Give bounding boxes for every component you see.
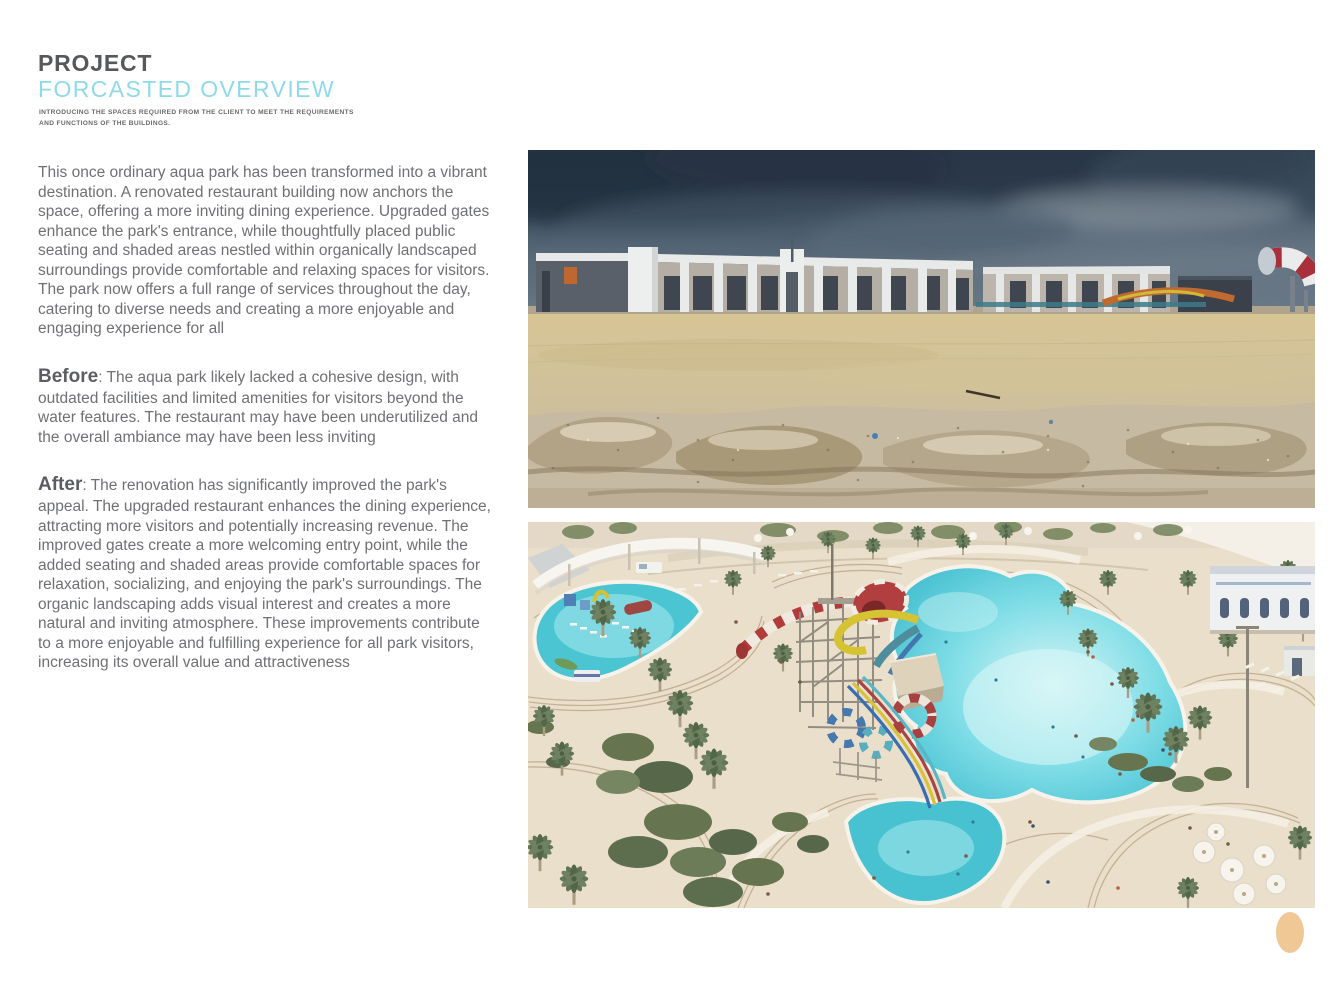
page-title: PROJECT	[38, 50, 153, 76]
before-label: Before	[38, 365, 99, 387]
before-text: : The aqua park likely lacked a cohesive design, with outdated facilities and limited amenities for visitors beyond the water features. The restaurant may have been underutilized and the overall ambiance may have been less inviting	[38, 368, 479, 446]
caption-line-2: AND FUNCTIONS OF THE BUILDINGS.	[39, 119, 171, 127]
page-marker-dot	[1276, 912, 1304, 953]
before-paragraph	[38, 365, 494, 447]
site-photo-illustration	[528, 150, 1315, 508]
park-render-illustration	[528, 522, 1315, 908]
after-label: After	[38, 474, 83, 496]
site-photo-before	[528, 150, 1315, 508]
page-caption	[39, 108, 359, 129]
park-render-after	[528, 522, 1315, 908]
body-text-column	[38, 163, 494, 699]
intro-paragraph: This once ordinary aqua park has been transformed into a vibrant destination. A renovated restaurant building now anchors the space, offering a more inviting dining experience. Upgraded gates enhance the park's entrance, while thoughtfully placed public seating and shaded areas nestled within organically landscaped surroundings provide comfortable and relaxing spaces for visitors. The park now offers a full range of services throughout the day, catering to diverse needs and creating a more enjoyable and engaging experience for all	[38, 164, 490, 338]
page-subtitle: FORCASTED OVERVIEW	[38, 76, 335, 102]
after-paragraph	[38, 473, 494, 673]
caption-line-1: INTRODUCING THE SPACES REQUIRED FROM THE CLIENT TO MEET THE REQUIREMENTS	[39, 109, 354, 116]
after-text: : The renovation has significantly improved the park's appeal. The upgraded restaurant enhances the dining experience, attracting more visitors and potentially increasing revenue. The improved gates create a more welcoming entry point, while the added seating and shaded areas provide comfortable spaces for relaxation, socializing, and enjoying the park's surroundings. The organic landscaping adds visual interest and creates a more natural and inviting atmosphere. These improvements contribute to a more enjoyable and fulfilling experience for all park visitors, increasing its overall value and attractiveness	[38, 477, 491, 672]
